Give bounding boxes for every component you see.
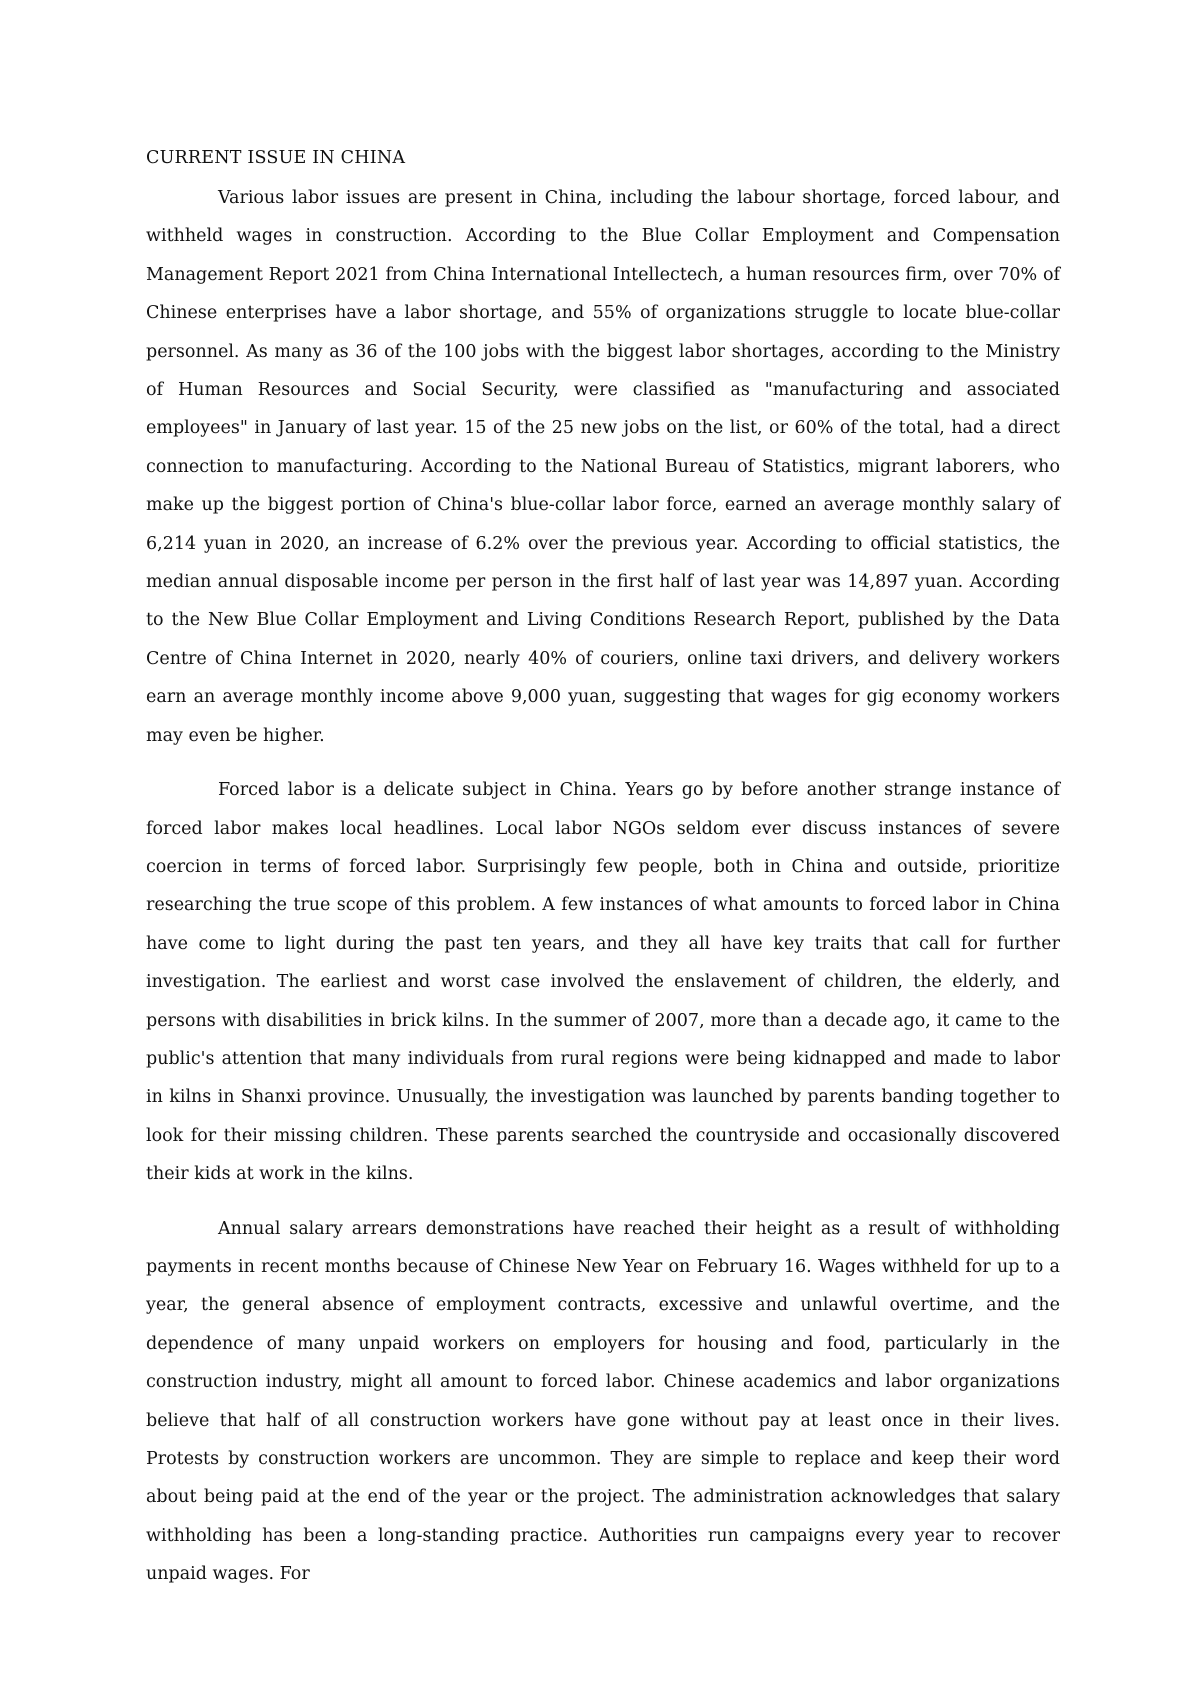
paragraph-forced-labor: Forced labor is a delicate subject in China. Years go by before another strange instance of forced labor makes local headlines. Local labor NGOs seldom ever discuss instances of severe coercion in terms of forced labor. Surprisingly few people, both in China and outside, prioritize researching the true scope of this problem. A few instances of what amounts to forced labor in China have come to light during the past ten years, and they all have key traits that call for further investigation. The earliest and worst case involved the enslavement of children, the elderly, and persons with disabilities in brick kilns. In the summer of 2007, more than a decade ago, it came to the public's attention that many individuals from rural regions were being kidnapped and made to labor in kilns in Shanxi province. Unusually, the investigation was launched by parents banding together to look for their missing children. These parents searched the countryside and occasionally discovered their kids at work in the kilns. [146, 780, 1060, 1185]
paragraph-withheld-wages: Annual salary arrears demonstrations have reached their height as a result of withholding payments in recent months because of Chinese New Year on February 16. Wages withheld for up to a year, the general absence of employment contracts, excessive and unlawful overtime, and the dependence of many unpaid workers on employers for housing and food, particularly in the construction industry, might all amount to forced labor. Chinese academics and labor organizations believe that half of all construction workers have gone without pay at least once in their lives. Protests by construction workers are uncommon. They are simple to replace and keep their word about being paid at the end of the year or the project. The administration acknowledges that salary withholding has been a long-standing practice. Authorities run campaigns every year to recover unpaid wages. For [146, 1218, 1060, 1585]
document-title: CURRENT ISSUE IN CHINA [146, 148, 406, 168]
paragraph-labor-shortage: Various labor issues are present in China, including the labour shortage, forced labour, and withheld wages in construction. According to the Blue Collar Employment and Compensation Management Report 2021 from China International Intellectech, a human resources firm, over 70% of Chinese enterprises have a labor shortage, and 55% of organizations struggle to locate blue-collar personnel. As many as 36 of the 100 jobs with the biggest labor shortages, according to the Ministry of Human Resources and Social Security, were classified as "manufacturing and associated employees" in January of last year. 15 of the 25 new jobs on the list, or 60% of the total, had a direct connection to manufacturing. According to the National Bureau of Statistics, migrant laborers, who make up the biggest portion of China's blue-collar labor force, earned an average monthly salary of 6,214 yuan in 2020, an increase of 6.2% over the previous year. According to official statistics, the median annual disposable income per person in the first half of last year was 14,897 yuan. According to the New Blue Collar Employment and Living Conditions Research Report, published by the Data Centre of China Internet in 2020, nearly 40% of couriers, online taxi drivers, and delivery workers earn an average monthly income above 9,000 yuan, suggesting that wages for gig economy workers may even be higher. [146, 188, 1060, 746]
document-body [146, 144, 1060, 1610]
